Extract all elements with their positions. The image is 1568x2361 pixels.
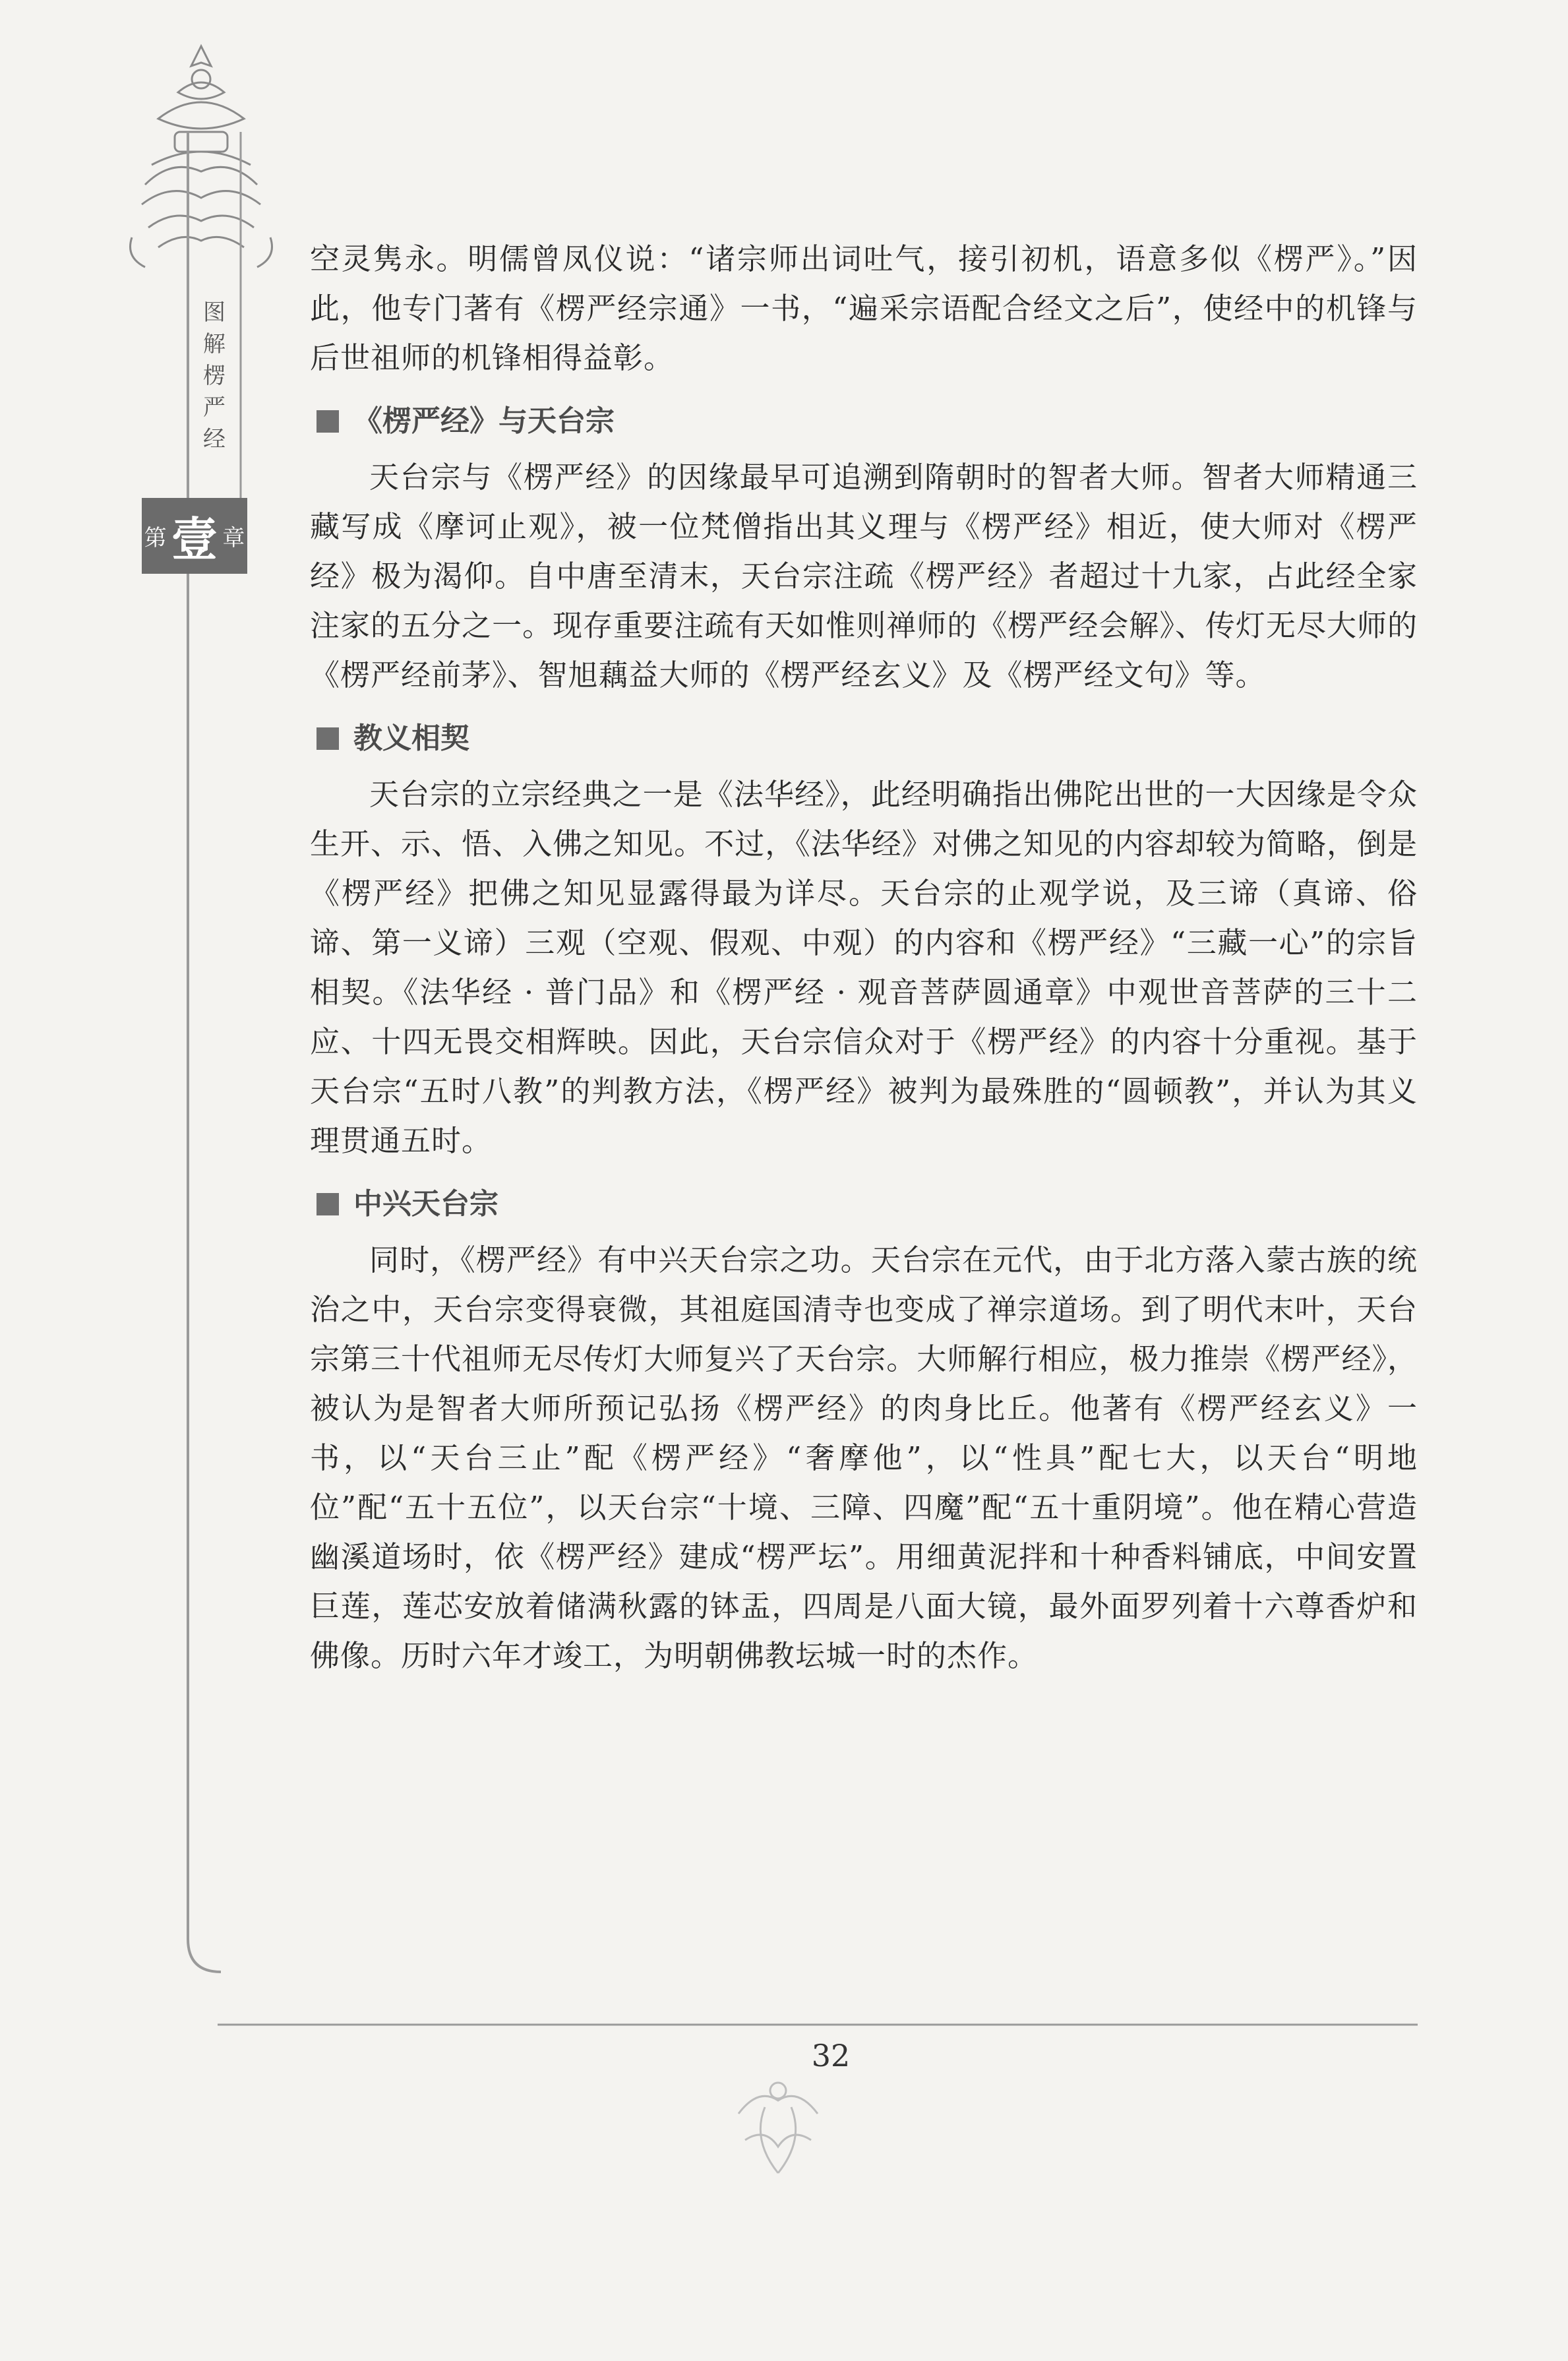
section-heading	[317, 716, 1418, 762]
side-book-title	[188, 297, 241, 455]
page-body	[310, 234, 1418, 1680]
chapter-prefix: 第	[144, 525, 167, 551]
section-heading	[317, 398, 1418, 445]
side-title-char: 楞	[203, 363, 226, 389]
section-heading-text: 中兴天台宗	[353, 1187, 498, 1221]
lotus-ornament-icon	[119, 40, 284, 277]
section-paragraph: 天台宗的立宗经典之一是《法华经》，此经明确指出佛陀出世的一大因缘是令众生开、示、悟、入佛之知见。不过，《法华经》对佛之知见的内容却较为简略，倒是《楞严经》把佛之知见显露得最为详尽。天台宗的止观学说，及三谛（真谛、俗谛、第一义谛）三观（空观、假观、中观）的内容和《楞严经》“三藏一心”的宗旨相契。《法华经 · 普门品》和《楞严经 · 观音菩萨圆通章》中观世音菩萨的三十二应、十四无畏交相辉映。因此，天台宗信众对于《楞严经》的内容十分重视。基于天台宗“五时八教”的判教方法，《楞严经》被判为最殊胜的“圆顿教”，并认为其义理贯通五时。	[310, 777, 1418, 1158]
heading-square-icon	[317, 727, 339, 750]
side-frame-line	[178, 132, 251, 2361]
chapter-suffix: 章	[222, 525, 245, 551]
side-title-char: 严	[203, 394, 226, 421]
page-number: 32	[811, 2038, 851, 2073]
side-title-char: 图	[203, 299, 226, 326]
flower-ornament-icon	[699, 2061, 857, 2180]
chapter-badge	[142, 498, 247, 574]
bottom-rule	[178, 1952, 1418, 2051]
side-title-char: 经	[203, 426, 226, 452]
section-paragraph: 天台宗与《楞严经》的因缘最早可追溯到隋朝时的智者大师。智者大师精通三藏写成《摩诃止观》，被一位梵僧指出其义理与《楞严经》相近，使大师对《楞严经》极为渴仰。自中唐至清末，天台宗注疏《楞严经》者超过十九家，占此经全家注家的五分之一。现存重要注疏有天如惟则禅师的《楞严经会解》、传灯无尽大师的《楞严经前茅》、智旭藕益大师的《楞严经玄义》及《楞严经文句》等。	[310, 460, 1418, 692]
chapter-number: 壹	[171, 512, 218, 567]
section-heading-text: 教义相契	[353, 721, 469, 755]
heading-square-icon	[317, 1193, 339, 1215]
section-heading	[317, 1181, 1418, 1227]
side-title-char: 解	[203, 331, 226, 357]
intro-paragraph: 空灵隽永。明儒曾凤仪说：“诸宗师出词吐气，接引初机，语意多似《楞严》。”因此，他专门著有《楞严经宗通》一书，“遍采宗语配合经文之后”，使经中的机锋与后世祖师的机锋相得益彰。	[310, 241, 1418, 375]
heading-square-icon	[317, 410, 339, 433]
section-heading-text: 《楞严经》与天台宗	[353, 404, 615, 438]
section-paragraph: 同时，《楞严经》有中兴天台宗之功。天台宗在元代，由于北方落入蒙古族的统治之中，天台宗变得衰微，其祖庭国清寺也变成了禅宗道场。到了明代末叶，天台宗第三十代祖师无尽传灯大师复兴了天台宗。大师解行相应，极力推崇《楞严经》，被认为是智者大师所预记弘扬《楞严经》的肉身比丘。他著有《楞严经玄义》一书，以“天台三止”配《楞严经》“奢摩他”，以“性具”配七大，以天台“明地位”配“五十五位”，以天台宗“十境、三障、四魔”配“五十重阴境”。他在精心营造幽溪道场时，依《楞严经》建成“楞严坛”。用细黄泥拌和十种香料铺底，中间安置巨莲，莲芯安放着储满秋露的钵盂，四周是八面大镜，最外面罗列着十六尊香炉和佛像。历时六年才竣工，为明朝佛教坛城一时的杰作。	[310, 1242, 1418, 1673]
